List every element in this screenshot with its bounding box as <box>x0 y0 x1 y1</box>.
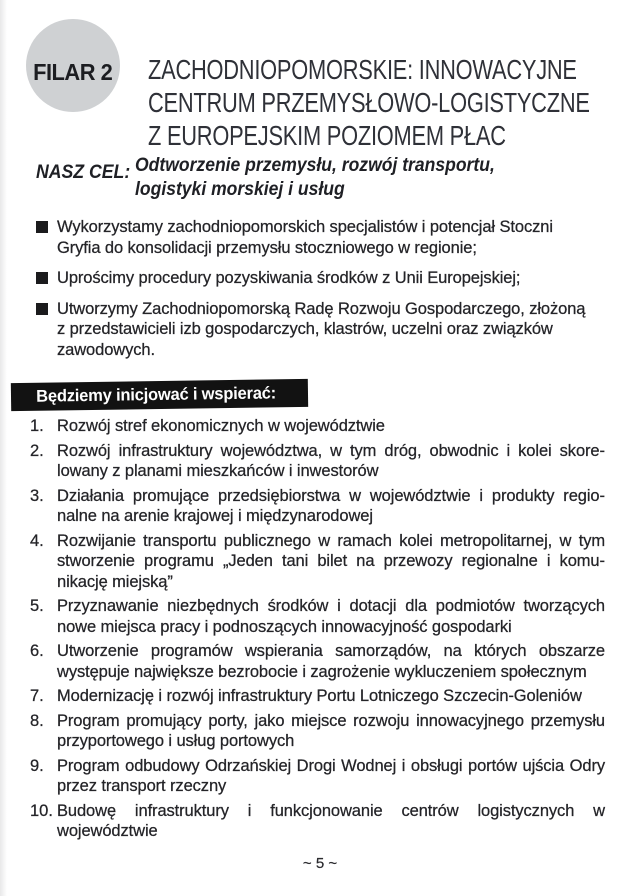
page-number: ~ 5 ~ <box>302 855 338 872</box>
list-item-number: 1. <box>30 417 44 435</box>
list-item-number: 3. <box>30 486 44 505</box>
list-item-number: 8. <box>30 711 44 730</box>
title-line: CENTRUM PRZEMYSŁOWO-LOGISTYCZNE <box>148 87 590 118</box>
pillar-badge <box>26 19 120 112</box>
list-item <box>30 596 605 637</box>
goal-label: NASZ CEL: <box>36 162 131 183</box>
list-item-text: Utworzenie programów wspierania samorządów, na których obszarze występuje największe bezrobocie i zagrożenie wykluczeniem społecznym <box>57 642 605 681</box>
list-item-text: Przyznawanie niezbędnych środków i dotacji dla podmiotów tworzących nowe miejsca pracy i podnoszących innowacyjność gospodarki <box>57 597 605 636</box>
goal-text-line: logistyki morskiej i usług <box>135 178 345 200</box>
list-item <box>30 686 605 707</box>
list-item <box>30 711 605 752</box>
list-item-number: 10. <box>30 801 53 820</box>
title-line: ZACHODNIOPOMORSKIE: INNOWACYJNE <box>148 54 577 85</box>
goal-text-line: Odtworzenie przemysłu, rozwój transportu, <box>135 154 495 176</box>
list-item-number: 9. <box>30 756 44 775</box>
commitment-item <box>36 299 596 361</box>
list-item <box>30 486 605 527</box>
initiative-list <box>30 416 605 846</box>
list-item-number: 7. <box>30 687 44 705</box>
square-bullet-icon <box>36 221 48 233</box>
commitment-item <box>36 268 596 289</box>
page-title <box>148 53 590 152</box>
commitment-text: Wykorzystamy zachodniopomorskich specjalistów i potencjał Stoczni Gryfia do konsolidacji przemysłu stoczniowego w regionie; <box>57 218 553 257</box>
square-bullet-icon <box>36 272 48 284</box>
list-item-text: Rozwój infrastruktury województwa, w tym dróg, obwodnic i kolei skorelowany z planami mieszkańców i inwestorów <box>57 441 605 480</box>
list-item-text: Budowę infrastruktury i funkcjonowanie centrów logistycznych w województwie <box>57 801 605 840</box>
list-item <box>30 416 605 437</box>
list-item <box>30 801 605 842</box>
list-item <box>30 756 605 797</box>
list-item <box>30 441 605 482</box>
list-item <box>30 531 605 593</box>
commitment-list <box>36 217 596 370</box>
goal-text <box>135 153 495 201</box>
list-item-text: Rozwój stref ekonomicznych w województwie <box>57 417 385 435</box>
pillar-badge-label: FILAR 2 <box>33 59 113 85</box>
list-item-text: Program odbudowy Odrzańskiej Drogi Wodnej i obsługi portów ujścia Odry przez transport rzeczny <box>57 756 605 795</box>
section-banner <box>11 379 308 411</box>
list-item-number: 6. <box>30 642 44 660</box>
list-item-text: Działania promujące przedsiębiorstwa w województwie i produkty regionalne na arenie krajowej i międzynarodowej <box>57 486 605 525</box>
list-item-text: Modernizację i rozwój infrastruktury Portu Lotniczego Szczecin-Goleniów <box>57 687 582 705</box>
square-bullet-icon <box>36 303 48 315</box>
commitment-item <box>36 217 596 258</box>
list-item-number: 2. <box>30 441 44 460</box>
list-item <box>30 641 605 682</box>
title-line: Z EUROPEJSKIM POZIOMEM PŁAC <box>148 120 506 151</box>
commitment-text: Utworzymy Zachodniopomorską Radę Rozwoju Gospodarczego, złożoną z przedstawicieli izb gospodarczych, klastrów, uczelni oraz związków zawodowych. <box>57 299 586 359</box>
section-banner-label: Będziemy inicjować i wspierać: <box>36 383 277 406</box>
list-item-text: Program promujący porty, jako miejsce rozwoju innowacyjnego przemysłu przyportowego i usług portowych <box>57 711 605 750</box>
commitment-text: Uprościmy procedury pozyskiwania środków z Unii Europejskiej; <box>57 269 521 287</box>
list-item-number: 4. <box>30 531 44 550</box>
list-item-text: Rozwijanie transportu publicznego w ramach kolei metropolitarnej, w tym stworzenie programu „Jeden tani bilet na przewozy regionalne i komunikację miejską” <box>57 531 605 591</box>
scan-edge-shading <box>0 0 7 896</box>
list-item-number: 5. <box>30 597 44 615</box>
